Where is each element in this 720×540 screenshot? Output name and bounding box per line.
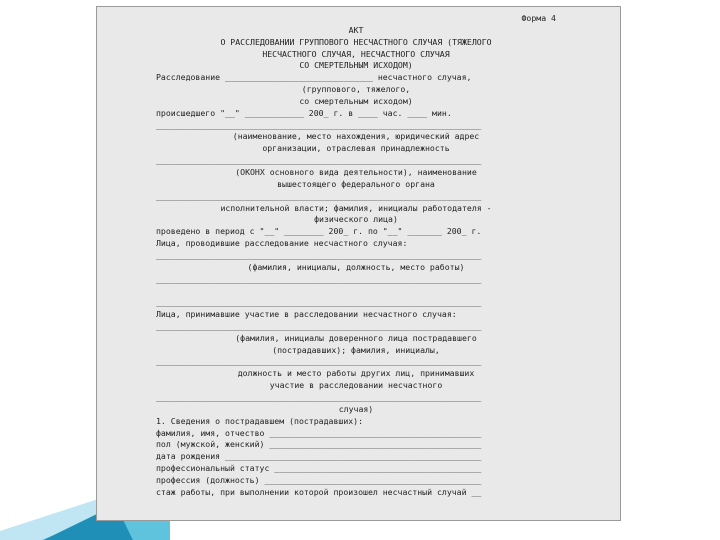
form-line: пол (мужской, женский) ___________________________________________: [156, 439, 482, 450]
form-line: __________________________________________________________________: [156, 190, 482, 201]
form-line: __________________________________________________________________: [156, 297, 482, 308]
form-line: (фамилия, инициалы доверенного лица пострадавшего: [235, 332, 477, 343]
form-line: Лица, принимавшие участие в расследовании несчастного случая:: [156, 309, 457, 320]
form-line: фамилия, имя, отчество ___________________________________________: [156, 427, 482, 438]
form-line: случая): [338, 403, 374, 414]
form-line: (фамилия, инициалы, должность, место работы): [247, 261, 465, 272]
form-line: __________________________________________________________________: [156, 119, 482, 130]
form-line: дата рождения ____________________________________________________: [156, 451, 482, 462]
form-line: исполнительной власти; фамилия, инициалы работодателя -: [220, 202, 492, 213]
form-line: должность и место работы других лиц, принимавших: [237, 368, 475, 379]
form-line: (ОКОНХ основного вида деятельности), наименование: [235, 166, 477, 177]
form-line: __________________________________________________________________: [156, 392, 482, 402]
form-line: вышестоящего федерального органа: [277, 178, 435, 189]
form-line: физического лица): [314, 214, 398, 225]
form-line: __________________________________________________________________: [156, 320, 482, 331]
form-line: профессиональный статус __________________________________________: [156, 463, 482, 474]
form-line: организации, отраслевая принадлежность: [262, 143, 450, 154]
form-line: Расследование ______________________________ несчастного случая,: [156, 72, 472, 83]
form-number: Форма 4: [521, 13, 556, 23]
act-title-4: СО СМЕРТЕЛЬНЫМ ИСХОДОМ): [299, 60, 413, 71]
form-line: (пострадавших); фамилия, инициалы,: [272, 344, 440, 355]
document-page: [96, 6, 621, 521]
form-line: стаж работы, при выполнении которой произошел несчастный случай __: [156, 486, 482, 497]
form-line: __________________________________________________________________: [156, 249, 482, 260]
form-line: профессия (должность) ____________________________________________: [156, 474, 482, 485]
act-title-1: АКТ: [348, 24, 364, 35]
form-line: Лица, проводившие расследование несчастного случая:: [156, 238, 408, 249]
act-title-3: НЕСЧАСТНОГО СЛУЧАЯ, НЕСЧАСТНОГО СЛУЧАЯ: [262, 48, 450, 59]
form-line: со смертельным исходом): [299, 95, 413, 106]
form-line: __________________________________________________________________: [156, 155, 482, 166]
act-title-2: О РАССЛЕДОВАНИИ ГРУППОВОГО НЕСЧАСТНОГО СЛУЧАЯ (ТЯЖЕЛОГО: [220, 36, 492, 47]
form-line: __________________________________________________________________: [156, 356, 482, 367]
document-text: [156, 13, 556, 499]
form-line: (группового, тяжелого,: [301, 84, 411, 95]
form-line: [156, 285, 556, 297]
form-line: проведено в период с "__" ________ 200_ г. по "__" _______ 200_ г.: [156, 226, 482, 237]
form-line: __________________________________________________________________: [156, 273, 482, 284]
form-line: (наименование, место нахождения, юридический адрес: [232, 131, 480, 142]
form-line: 1. Сведения о пострадавшем (пострадавших):: [156, 415, 364, 426]
form-line: происшедшего "__" ____________ 200_ г. в ____ час. ____ мин.: [156, 107, 452, 118]
form-line: участие в расследовании несчастного: [269, 380, 443, 391]
